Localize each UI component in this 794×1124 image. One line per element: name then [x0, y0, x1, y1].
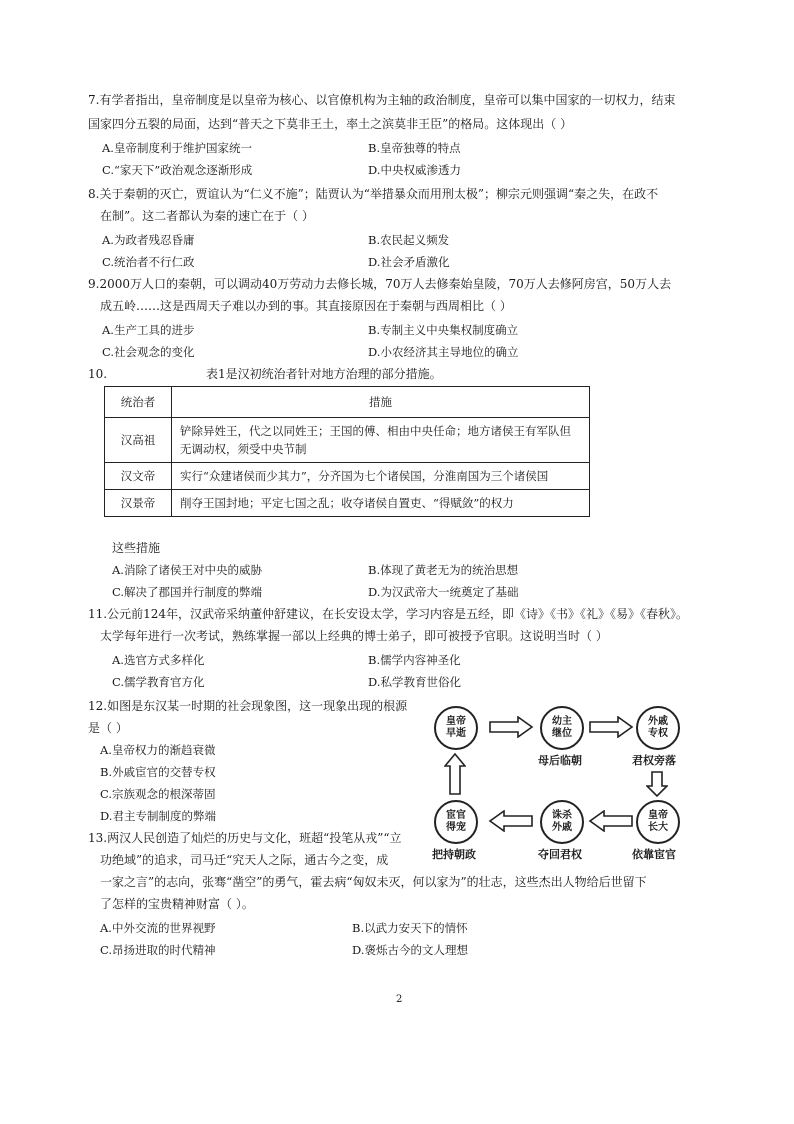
arrow-left-icon: [488, 810, 534, 832]
arrow-left-icon: [588, 810, 634, 832]
q8-option-c: C.统治者不行仁政: [102, 255, 195, 269]
table-cell-ruler: 汉文帝: [105, 463, 172, 490]
q7-option-b: B.皇帝独尊的特点: [368, 141, 461, 155]
table-header-row: [105, 387, 590, 418]
q10-option-b: B.体现了黄老无为的统治思想: [368, 563, 519, 577]
table-row: [105, 490, 590, 517]
caption-regain-power: 夺回君权: [538, 848, 582, 861]
table-header-measures: 措施: [172, 387, 590, 418]
node-consort-power: 外戚专权: [636, 706, 680, 750]
q11-stem-line2: 太学每年进行一次考试，熟练掌握一部以上经典的博士弟子，即可被授予官职。这说明当时（ ）: [100, 629, 608, 643]
table-row: [105, 418, 590, 463]
q8-option-d: D.社会矛盾激化: [368, 255, 450, 269]
node-emperor-dies-early: 皇帝早逝: [434, 706, 478, 750]
q13-option-b: B.以武力安天下的情怀: [352, 921, 468, 935]
q10-option-a: A.消除了诸侯王对中央的威胁: [112, 563, 262, 577]
table-cell-measure: [172, 418, 590, 463]
q11-stem-line1: 11.公元前124年，汉武帝采纳董仲舒建议，在长安设太学，学习内容是五经，即《诗》《书》《礼》《易》《春秋》。: [88, 607, 688, 621]
node-eunuch-favored: 宦官得宠: [434, 800, 478, 844]
q13-stem-line3: 一家之言”的志向，张骞“凿空”的勇气，霍去病“匈奴未灭，何以家为”的壮志，这些杰出人物给后世留下: [100, 875, 647, 889]
arrow-up-icon: [444, 752, 466, 796]
q9-option-b: B.专制主义中央集权制度确立: [368, 323, 519, 337]
q13-option-d: D.褒烁古今的文人理想: [352, 943, 468, 957]
cycle-diagram: [426, 700, 708, 860]
q8-stem-line1: 8.关于秦朝的灭亡，贾谊认为“仁义不施”；陆贾认为“举措暴众而用刑太极”；柳宗元则强调“秦之失，在政不: [88, 187, 659, 201]
arrow-right-icon: [488, 716, 534, 738]
q7-stem-line1: 7.有学者指出，皇帝制度是以皇帝为核心、以官僚机构为主轴的政治制度，皇帝可以集中国家的一切权力，结束: [88, 93, 676, 107]
table-cell-measure: 实行“众建诸侯而少其力”，分齐国为七个诸侯国，分淮南国为三个诸侯国: [172, 463, 590, 490]
q8-option-b: B.农民起义频发: [368, 233, 450, 247]
arrow-right-icon: [588, 716, 634, 738]
q13-option-c: C.昂扬进取的时代精神: [100, 943, 216, 957]
q10-option-c: C.解决了郡国并行制度的弊端: [112, 585, 263, 599]
q12-stem-line2: 是（ ）: [88, 721, 128, 735]
q11-option-a: A.选官方式多样化: [112, 653, 205, 667]
q13-stem-line2: 功绝域”的追求，司马迁“究天人之际，通古今之变，成: [100, 853, 389, 867]
table-cell-ruler: 汉景帝: [105, 490, 172, 517]
caption-power-falls: 君权旁落: [632, 754, 676, 767]
table-header-ruler: 统治者: [105, 387, 172, 418]
q10-stem: 这些措施: [112, 541, 161, 555]
q13-stem-line4: 了怎样的宝贵精神财富（ ）。: [100, 897, 254, 911]
measures-table: [104, 386, 590, 517]
q8-option-a: A.为政者残忍昏庸: [102, 233, 195, 247]
q12-stem-line1: 12.如图是东汉某一时期的社会现象图，这一现象出现的根源: [88, 699, 408, 713]
node-emperor-grown: 皇帝长大: [636, 800, 680, 844]
q7-option-c: C.“家天下”政治观念逐渐形成: [102, 163, 253, 177]
node-young-ruler: 幼主继位: [540, 706, 584, 750]
q7-option-a: A.皇帝制度利于维护国家统一: [102, 141, 252, 155]
q11-option-b: B.儒学内容神圣化: [368, 653, 461, 667]
q9-option-c: C.社会观念的变化: [102, 345, 195, 359]
q7-stem-line2: 国家四分五裂的局面，达到“普天之下莫非王土，率土之滨莫非王臣”的格局。这体现出（ ）: [88, 117, 573, 131]
node-kill-consorts: 诛杀外戚: [540, 800, 584, 844]
q10-number: 10.: [88, 367, 108, 381]
page-number: 2: [396, 994, 403, 1005]
q8-stem-line2: 在制”。这二者都认为秦的速亡在于（ ）: [100, 209, 314, 223]
table-cell-measure: 削夺王国封地；平定七国之乱；收夺诸侯自置吏、“得赋敛”的权力: [172, 490, 590, 517]
q12-option-c: C.宗族观念的根深蒂固: [100, 787, 216, 801]
q9-stem-line2: 成五岭……这是西周天子难以办到的事。其直接原因在于秦朝与西周相比（ ）: [100, 299, 512, 313]
q7-option-d: D.中央权威渗透力: [368, 163, 461, 177]
q13-option-a: A.中外交流的世界视野: [100, 921, 216, 935]
q9-option-d: D.小农经济其主导地位的确立: [368, 345, 519, 359]
q11-option-c: C.儒学教育官方化: [112, 675, 205, 689]
q9-option-a: A.生产工具的进步: [102, 323, 195, 337]
q11-option-d: D.私学教育世俗化: [368, 675, 461, 689]
caption-rely-eunuchs: 依靠宦官: [632, 848, 676, 861]
q13-stem-line1: 13.两汉人民创造了灿烂的历史与文化，班超“投笔从戎”“立: [88, 831, 402, 845]
q12-option-b: B.外戚宦官的交替专权: [100, 765, 216, 779]
q12-option-d: D.君主专制制度的弊端: [100, 809, 216, 823]
caption-control-court: 把持朝政: [432, 848, 476, 861]
q12-option-a: A.皇帝权力的渐趋衰微: [100, 743, 216, 757]
table-cell-ruler: 汉高祖: [105, 418, 172, 463]
arrow-down-icon: [646, 770, 668, 798]
q9-stem-line1: 9.2000万人口的秦朝，可以调动40万劳动力去修长城，70万人去修秦始皇陵，70万人去修阿房宫，50万人去: [88, 277, 672, 291]
table-row: [105, 463, 590, 490]
measure-line: 铲除异姓王，代之以同姓王；王国的傅、相由中央任命；地方诸侯王有军队但: [180, 424, 571, 438]
q10-intro: 表1是汉初统治者针对地方治理的部分措施。: [206, 367, 442, 381]
q10-option-d: D.为汉武帝大一统奠定了基础: [368, 585, 519, 599]
caption-empress-regency: 母后临朝: [538, 754, 582, 767]
measure-line: 无调动权，须受中央节制: [180, 442, 307, 456]
